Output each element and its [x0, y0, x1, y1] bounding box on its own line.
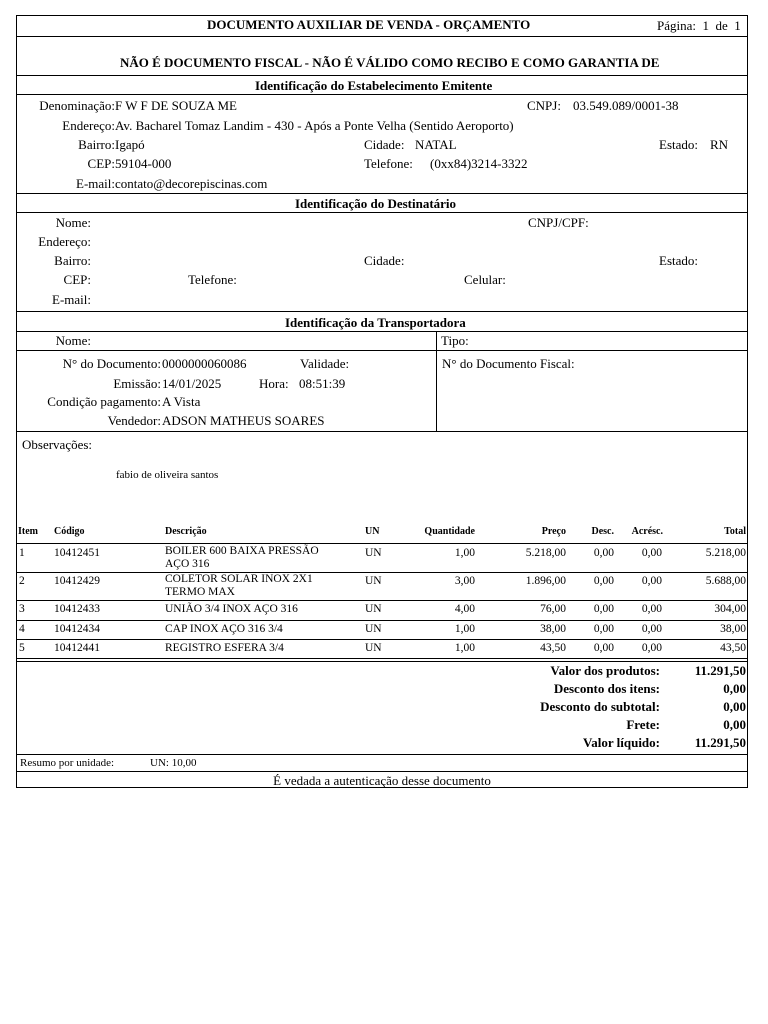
item-unit: UN: [365, 547, 382, 559]
item-unit: UN: [365, 603, 382, 615]
divider: [17, 431, 747, 432]
item-description-line-2: TERMO MAX: [165, 586, 235, 598]
col-header-discount: Desc.: [591, 526, 614, 537]
item-price: 1.896,00: [525, 575, 566, 587]
item-total: 304,00: [714, 603, 746, 615]
item-qty: 3,00: [454, 575, 475, 587]
item-surcharge: 0,00: [641, 603, 662, 615]
emitter-city: NATAL: [415, 137, 457, 152]
item-discount: 0,00: [593, 575, 614, 587]
authentication-notice: É vedada a autenticação desse documento: [273, 773, 491, 788]
item-unit: UN: [365, 623, 382, 635]
divider: [17, 543, 747, 544]
item-unit: UN: [365, 642, 382, 654]
item-number: 2: [19, 575, 25, 587]
divider: [17, 572, 747, 573]
emitter-zip: 59104-000: [115, 156, 172, 171]
payment-condition: A Vista: [162, 394, 201, 409]
item-code: 10412433: [54, 603, 100, 615]
divider: [436, 350, 437, 431]
item-qty: 4,00: [454, 603, 475, 615]
item-surcharge: 0,00: [641, 642, 662, 654]
recipient-city-label: Cidade:: [364, 253, 405, 268]
item-description-line-1: BOILER 600 BAIXA PRESSÃO: [165, 545, 319, 557]
item-total: 5.688,00: [705, 575, 746, 587]
item-discount: 0,00: [593, 603, 614, 615]
emitter-phone: (0xx84)3214-3322: [430, 156, 528, 171]
item-discount: 0,00: [593, 642, 614, 654]
item-surcharge: 0,00: [641, 575, 662, 587]
fiscal-doc-label: N° do Documento Fiscal:: [442, 356, 575, 371]
item-code: 10412434: [54, 623, 100, 635]
col-header-item: Item: [18, 526, 38, 537]
col-header-price: Preço: [541, 526, 566, 537]
item-price: 38,00: [540, 623, 566, 635]
emitter-cnpj: 03.549.089/0001-38: [573, 98, 679, 113]
page-label: Página:: [657, 18, 696, 33]
recipient-name-label: Nome:: [55, 215, 91, 230]
page-indicator: [657, 18, 741, 34]
divider: [17, 350, 747, 351]
item-discount: 0,00: [593, 623, 614, 635]
page-number: 1: [702, 18, 709, 33]
emitter-name: F W F DE SOUZA ME: [115, 98, 237, 113]
issue-time-label: Hora:: [259, 376, 289, 391]
col-header-unit: UN: [365, 526, 380, 537]
item-code: 10412441: [54, 642, 100, 654]
freight: 0,00: [723, 717, 746, 732]
emitter-email: contato@decorepiscinas.com: [115, 176, 268, 191]
emitter-phone-label: Telefone:: [364, 156, 413, 171]
emitter-state-label: Estado:: [659, 137, 698, 152]
page-of: de: [715, 18, 728, 33]
item-description: [165, 545, 319, 571]
emitter-section-title: Identificação do Estabelecimento Emitente: [255, 78, 493, 93]
item-surcharge: 0,00: [641, 623, 662, 635]
item-number: 5: [19, 642, 25, 654]
emitter-zip-label: CEP:: [87, 156, 115, 171]
subtotal-discount-label: Desconto do subtotal:: [540, 699, 660, 714]
item-discount: 0,00: [593, 547, 614, 559]
col-header-code: Código: [54, 526, 85, 537]
col-header-description: Descrição: [165, 526, 207, 537]
validity-label: Validade:: [300, 356, 350, 371]
payment-condition-label: Condição pagamento:: [47, 394, 161, 409]
item-description: [165, 573, 313, 599]
emitter-email-label: E-mail:: [76, 176, 115, 191]
emitter-district-label: Bairro:: [78, 137, 115, 152]
item-description: REGISTRO ESFERA 3/4: [165, 642, 284, 654]
divider: [17, 212, 747, 213]
doc-number: 0000000060086: [162, 356, 247, 371]
emitter-state: RN: [710, 137, 729, 152]
col-header-qty: Quantidade: [424, 526, 475, 537]
divider: [17, 600, 747, 601]
doc-number-label: N° do Documento:: [62, 356, 161, 371]
seller: ADSON MATHEUS SOARES: [162, 413, 325, 428]
issue-time: 08:51:39: [299, 376, 346, 391]
items-discount: 0,00: [723, 681, 746, 696]
divider: [17, 658, 747, 659]
fiscal-disclaimer: NÃO É DOCUMENTO FISCAL - NÃO É VÁLIDO COMO RECIBO E COMO GARANTIA DE: [120, 55, 660, 70]
divider: [17, 311, 747, 312]
unit-summary-value: UN: 10,00: [150, 757, 197, 769]
item-unit: UN: [365, 575, 382, 587]
divider: [17, 36, 747, 37]
item-code: 10412451: [54, 547, 100, 559]
freight-label: Frete:: [626, 717, 660, 732]
divider: [17, 639, 747, 640]
issue-date: 14/01/2025: [162, 376, 222, 391]
recipient-state-label: Estado:: [659, 253, 698, 268]
page-total: 1: [734, 18, 741, 33]
item-total: 43,50: [720, 642, 746, 654]
divider: [17, 620, 747, 621]
issue-date-label: Emissão:: [113, 376, 161, 391]
recipient-email-label: E-mail:: [52, 292, 91, 307]
emitter-address: Av. Bacharel Tomaz Landim - 430 - Após a Ponte Velha (Sentido Aeroporto): [115, 118, 514, 133]
products-total: 11.291,50: [694, 663, 746, 678]
item-description-line-1: COLETOR SOLAR INOX 2X1: [165, 573, 313, 585]
divider: [17, 661, 747, 662]
divider: [17, 193, 747, 194]
carrier-section-title: Identificação da Transportadora: [285, 315, 466, 330]
items-discount-label: Desconto dos itens:: [553, 681, 660, 696]
item-total: 5.218,00: [705, 547, 746, 559]
carrier-name-label: Nome:: [55, 333, 91, 348]
item-price: 76,00: [540, 603, 566, 615]
seller-label: Vendedor:: [107, 413, 161, 428]
recipient-zip-label: CEP:: [63, 272, 91, 287]
item-total: 38,00: [720, 623, 746, 635]
item-description: UNIÃO 3/4 INOX AÇO 316: [165, 603, 298, 615]
products-total-label: Valor dos produtos:: [550, 663, 660, 678]
emitter-district: Igapó: [115, 137, 145, 152]
col-header-surcharge: Acrésc.: [631, 526, 663, 537]
divider: [17, 94, 747, 95]
divider: [17, 754, 747, 755]
recipient-mobile-label: Celular:: [464, 272, 506, 287]
emitter-city-label: Cidade:: [364, 137, 405, 152]
recipient-address-label: Endereço:: [38, 234, 91, 249]
item-qty: 1,00: [454, 642, 475, 654]
item-number: 3: [19, 603, 25, 615]
emitter-name-label: Denominação:: [39, 98, 115, 113]
notes-text: fabio de oliveira santos: [116, 469, 219, 481]
item-price: 43,50: [540, 642, 566, 654]
net-total: 11.291,50: [694, 735, 746, 750]
recipient-phone-label: Telefone:: [188, 272, 237, 287]
divider: [17, 331, 747, 332]
document-title: DOCUMENTO AUXILIAR DE VENDA - ORÇAMENTO: [207, 17, 531, 32]
net-total-label: Valor líquido:: [583, 735, 660, 750]
carrier-type-label: Tipo:: [441, 333, 469, 348]
divider: [436, 331, 437, 350]
notes-label: Observações:: [22, 437, 93, 452]
item-price: 5.218,00: [525, 547, 566, 559]
item-qty: 1,00: [454, 547, 475, 559]
recipient-district-label: Bairro:: [54, 253, 91, 268]
item-code: 10412429: [54, 575, 100, 587]
subtotal-discount: 0,00: [723, 699, 746, 714]
item-number: 4: [19, 623, 25, 635]
item-qty: 1,00: [454, 623, 475, 635]
divider: [17, 771, 747, 772]
unit-summary-label: Resumo por unidade:: [20, 757, 115, 769]
item-description: CAP INOX AÇO 316 3/4: [165, 623, 283, 635]
emitter-cnpj-label: CNPJ:: [527, 98, 561, 113]
divider: [17, 75, 747, 76]
emitter-address-label: Endereço:: [62, 118, 115, 133]
item-description-line-2: AÇO 316: [165, 558, 210, 570]
item-number: 1: [19, 547, 25, 559]
recipient-cnpj-label: CNPJ/CPF:: [528, 215, 589, 230]
budget-document: [16, 15, 748, 788]
recipient-section-title: Identificação do Destinatário: [295, 196, 457, 211]
item-surcharge: 0,00: [641, 547, 662, 559]
col-header-total: Total: [724, 526, 746, 537]
